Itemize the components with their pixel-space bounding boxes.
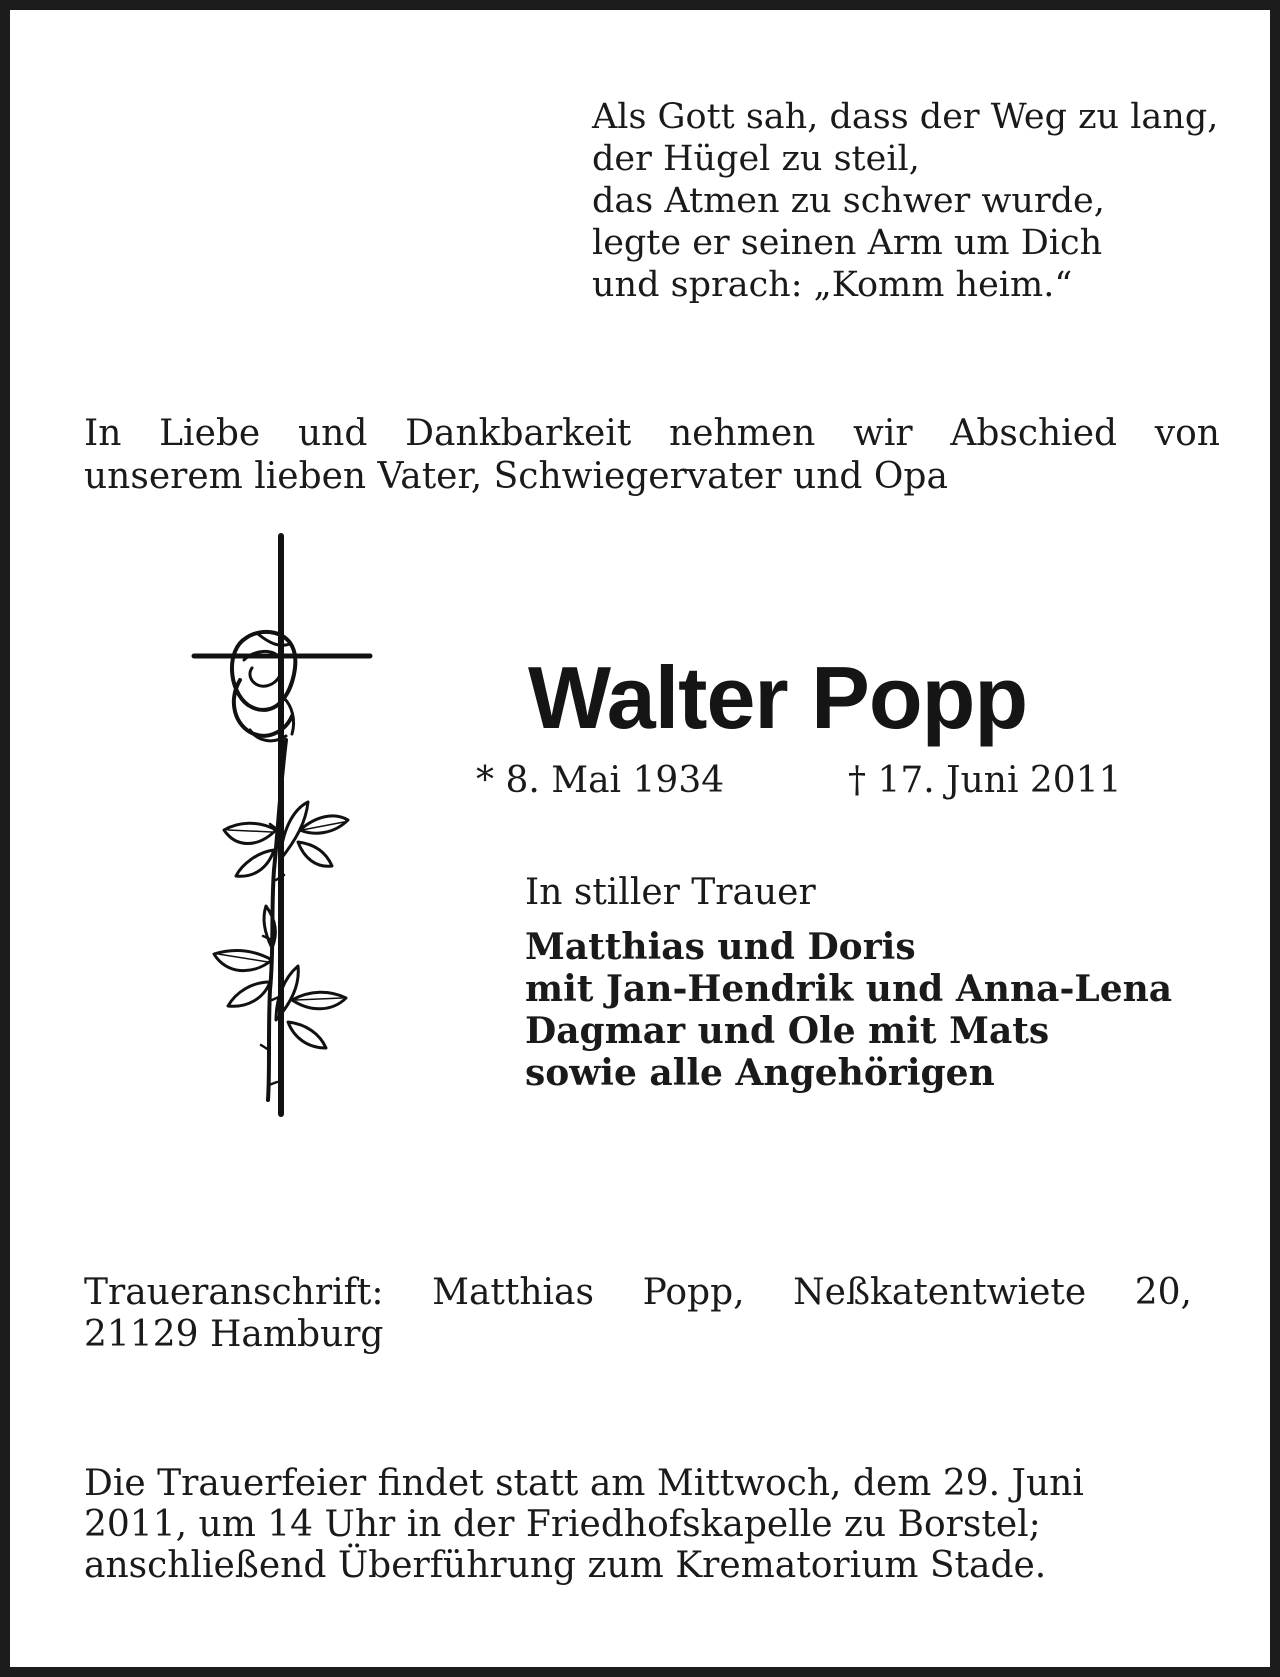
mourners-list [525, 926, 1172, 1094]
deceased-name: Walter Popp [528, 648, 1028, 747]
address-line: Traueranschrift: Matthias Popp, Neßkatentwiete 20, [84, 1272, 1192, 1313]
intro-line: unserem lieben Vater, Schwiegervater und Opa [84, 456, 948, 497]
mourner-line: Matthias und Doris [525, 926, 916, 968]
service-line: 2011, um 14 Uhr in der Friedhofskapelle zu Borstel; [84, 1504, 1041, 1545]
poem-line: der Hügel zu steil, [592, 139, 920, 179]
poem-line: und sprach: „Komm heim.“ [592, 265, 1073, 305]
mourner-line: mit Jan-Hendrik und Anna-Lena [525, 968, 1173, 1010]
address-line: 21129 Hamburg [84, 1314, 384, 1355]
birth-date: * 8. Mai 1934 [476, 760, 725, 801]
poem [592, 96, 1232, 306]
condolence-address [84, 1272, 1192, 1356]
poem-line: das Atmen zu schwer wurde, [592, 181, 1105, 221]
cross-with-rose-icon [188, 530, 378, 1124]
mourner-line: Dagmar und Ole mit Mats [525, 1010, 1050, 1052]
service-line: Die Trauerfeier findet statt am Mittwoch, dem 29. Juni [84, 1463, 1084, 1504]
service-line: anschließend Überführung zum Krematorium Stade. [84, 1545, 1047, 1586]
death-date: † 17. Juni 2011 [848, 760, 1122, 801]
poem-line: Als Gott sah, dass der Weg zu lang, [592, 97, 1219, 137]
farewell-intro [84, 412, 1220, 498]
mourning-intro: In stiller Trauer [525, 872, 816, 913]
funeral-service-info [84, 1463, 1220, 1586]
poem-line: legte er seinen Arm um Dich [592, 223, 1103, 263]
intro-line: In Liebe und Dankbarkeit nehmen wir Abschied von [84, 413, 1220, 454]
mourner-line: sowie alle Angehörigen [525, 1052, 995, 1094]
